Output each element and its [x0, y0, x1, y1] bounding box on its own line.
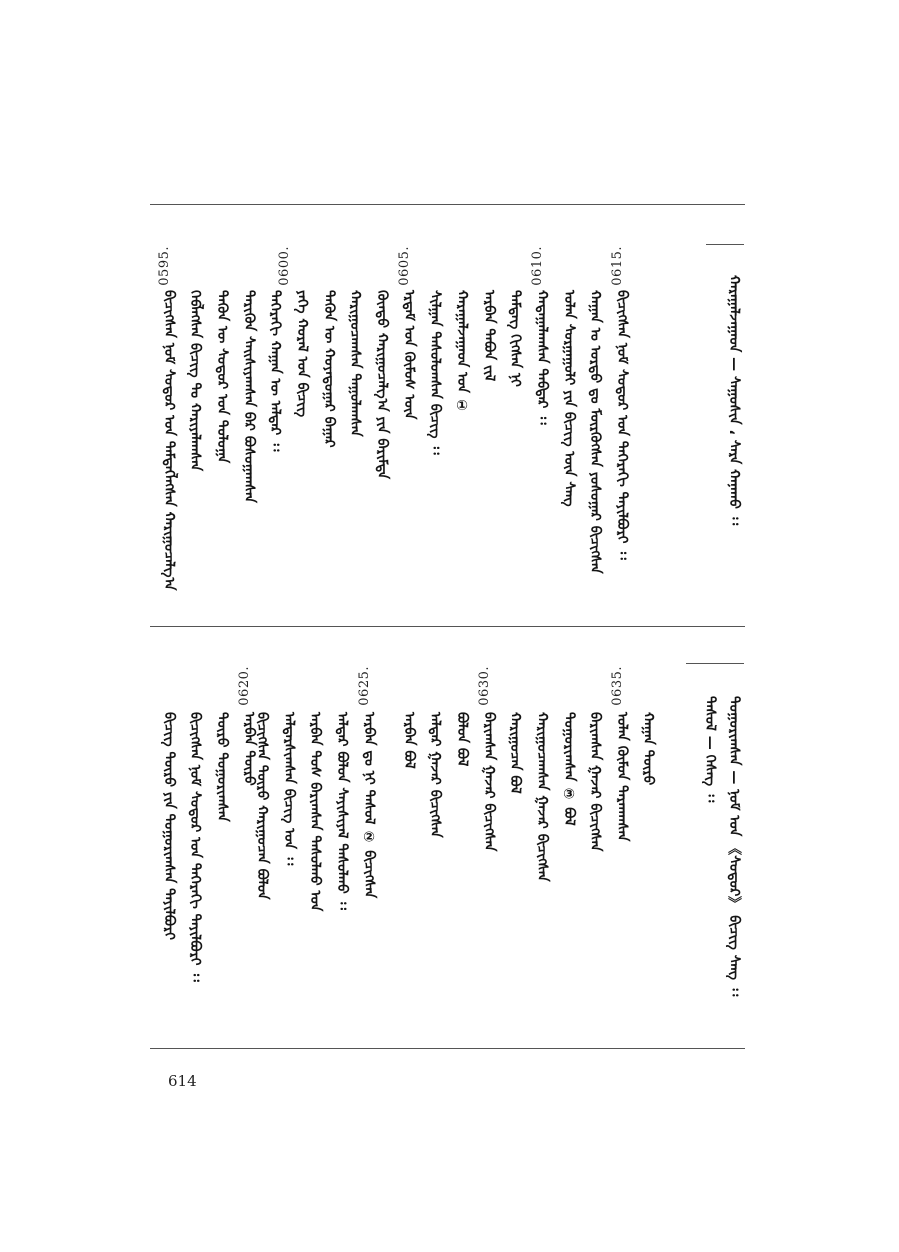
- entry-number: 0600.: [277, 246, 292, 286]
- entry-number: 0595.: [157, 246, 172, 286]
- entry-number: 0615.: [610, 246, 625, 286]
- bottom-section: ᠲᠣᠭᠤᠷᠢᠭᠰᠠᠨ — ᠨᠣᠮ ᠤᠨ 《ᠰᠤᠳᠤᠷ》 ᠪᠢᠴᠢᠭ ᠰᠠᠩ ᠄᠄ ᠲᠠᠰᠤᠯ — ᠬᠡᠰᠡᠭ ᠄᠄ 0635. ᠬᠠᠭᠠᠨ ᠲᠦᠷᠦ ᠣᠯᠠᠨ ᠬᠦᠮᠦᠨ ᠲᠠᠷᠬᠠᠭᠰᠠᠨ ᠪᠠᠷᠢᠭᠰᠠᠨ ᠭᠠᠵᠠᠷ ᠪᠢᠴᠢᠭᠰᠡᠨ ᠲᠣᠭᠤᠷᠢᠭᠰᠠᠨ ③ ᠪᠣᠯ ᠬᠠᠷᠢᠭᠤᠴᠠᠭᠰᠠᠨ ᠭᠠᠵᠠᠷ ᠪᠢᠴᠢᠭᠰᠡᠨ ᠬᠠᠷᠢᠭᠤᠴᠠᠨ ᠪᠣᠯ 0630. ᠪᠠᠷᠢᠭᠰᠠᠨ ᠭᠠᠵᠠᠷ ᠪᠢᠴᠢᠭᠰᠡᠨ ᠪᠣᠯᠤᠨ ᠪᠣᠯ ᠠᠯᠳᠠᠷ ᠭᠠᠵᠠᠷ ᠪᠢᠴᠢᠭᠰᠡᠨ ᠠᠷᠪᠠᠨ ᠪᠣᠯ 0625. ᠠᠷᠪᠠᠨ ᠳᠤ ᠨᠢ ᠲᠠᠰᠤᠯ ② ᠪᠢᠴᠢᠭᠰᠡᠨ ᠠᠯᠳᠠᠷ ᠪᠣᠯᠤᠨ ᠰᠠᠶᠢᠰᠢᠶᠠᠯ ᠲᠠᠰᠤᠯᠬᠤ ᠄᠄ ᠠᠷᠪᠠᠨ ᠲᠤᠰ ᠪᠠᠷᠢᠭᠰᠠᠨ ᠲᠠᠰᠤᠯᠬᠤ ᠤᠨ ᠠᠯᠳᠠᠷᠰᠢᠭᠰᠠᠨ ᠪᠢᠴᠢᠭ ᠤᠨ ᠄᠄ 0620. ᠪᠢᠴᠢᠭᠰᠡᠨ ᠲᠦᠷᠦ ᠬᠠᠷᠢᠭᠤᠴᠠᠨ ᠪᠣᠯᠤᠨ ᠠᠷᠪᠠᠨ ᠲᠦᠷᠦ ᠲᠦᠷᠦ ᠲᠣᠭᠤᠷᠢᠭᠰᠠᠨ ᠪᠢᠴᠢᠭᠰᠡᠨ ᠨᠣᠮ ᠰᠤᠳᠤᠷ ᠤᠨ ᠳᠡᠭᠡᠷᠡᠬᠢ ᠲᠠᠶᠢᠯᠪᠤᠷᠢ ᠄᠄ ᠪᠢᠴᠢᠭ ᠲᠦᠷᠦ ᠶᠢᠨ ᠲᠣᠭᠤᠷᠢᠭᠰᠠᠨ ᠲᠠᠶᠢᠯᠪᠤᠷᠢ: [0, 626, 899, 1048]
- page-number: 614: [168, 1072, 197, 1090]
- entry-number: 0625.: [357, 666, 372, 706]
- footnote-text-2: ᠲᠠᠰᠤᠯ — ᠬᠡᠰᠡᠭ ᠄᠄: [702, 696, 718, 803]
- entry-number: 0635.: [610, 666, 625, 706]
- entry-number: 0610.: [530, 246, 545, 286]
- entry-number: 0605.: [397, 246, 412, 286]
- entry-number: 0620.: [237, 666, 252, 706]
- footnote-text-1: ᠬᠠᠷᠠᠭᠠᠯᠵᠠᠭᠠᠳ — ᠰᠠᠭᠤᠰᠢᠨ ، ᠰᠠᠷᠠ ᠬᠠᠨᠠᠬᠤ ᠄᠄: [726, 275, 742, 526]
- top-section: ᠬᠠᠷᠠᠭᠠᠯᠵᠠᠭᠠᠳ — ᠰᠠᠭᠤᠰᠢᠨ ، ᠰᠠᠷᠠ ᠬᠠᠨᠠᠬᠤ ᠄᠄ 0615. ᠪᠢᠴᠢᠭᠰᠡᠨ ᠨᠣᠮ ᠰᠤᠳᠤᠷ ᠤᠨ ᠳᠡᠭᠡᠷᠡᠬᠢ ᠲᠠᠶᠢᠯᠪᠤᠷᠢ ᠄᠄ ᠬᠠᠭᠠᠨ ᠤ ᠣᠷᠳᠣ ᠳᠤ ᠮᠥᠷᠭᠦᠭᠰᠡᠨ ᠶᠣᠰᠤᠭᠠᠷ ᠪᠢᠴᠢᠭᠰᠡᠨ ᠣᠯᠠᠨ ᠰᠤᠷᠭᠠᠭᠤᠯᠢ ᠶᠢᠨ ᠪᠢᠴᠢᠭ ᠦᠨ ᠰᠠᠩ ᠬᠠᠳᠠᠭᠠᠯᠠᠭᠰᠠᠨ ᠳᠡᠪᠲᠡᠷ ᠄᠄ ᠲᠡᠮᠳᠡᠭ ᠬᠢᠭᠰᠡᠨ ᠨᠢ ᠠᠷᠪᠠᠨ ᠲᠠᠪᠤᠨ ᠵᠢᠯ 0610. ᠬᠠᠷᠠᠭᠠᠯᠵᠠᠭᠠᠳ ᠤᠨ ① ᠰᠢᠯᠭᠠᠨ ᠲᠠᠰᠤᠯᠤᠭᠰᠠᠨ ᠪᠢᠴᠢᠭ ᠄᠄ ᠡᠷᠳᠡᠮ ᠤᠨ ᠬᠦᠮᠦᠰ ᠦᠨ ᠬᠦᠨᠳᠦ ᠬᠠᠷᠢᠭᠤᠴᠠᠯᠭ᠎ᠠ ᠶᠢᠨ ᠪᠠᠷᠢᠮᠲᠠ 0605. ᠬᠠᠷᠢᠭᠤᠴᠠᠭᠰᠠᠨ ᠳᠠᠭᠤᠯᠠᠭᠰᠠᠨ ᠲᠡᠭᠦᠨ ᠦ ᠬᠣᠶᠠᠳᠤᠭᠠᠷ ᠪᠠᠭᠠᠷ ᠶᠡᠬᠡ ᠬᠤᠷᠠᠯ ᠤᠨ ᠪᠢᠴᠢᠭ ᠳᠡᠭᠡᠷᠡᠬᠢ ᠬᠠᠭᠠᠨ ᠦ ᠠᠯᠳᠠᠷ ᠄᠄ 0600. ᠲᠡᠷᠢᠭᠦᠨ ᠰᠠᠢᠰᠢᠶᠠᠭᠰᠠᠨ ᠪᠠᠷ ᠪᠤᠰᠤᠭᠠᠭᠰᠠᠨ ᠲᠡᠭᠦᠨ ᠦ ᠰᠤᠳᠤᠷ ᠤᠨ ᠳᠣᠯᠤᠭᠠ ᠬᠡᠪᠯᠡᠭᠰᠡᠨ ᠪᠢᠴᠢᠭ ᠲᠤ ᠬᠠᠷᠢᠶᠠᠯᠠᠭᠰᠠᠨ 0595. ᠪᠢᠴᠢᠭᠰᠡᠨ ᠨᠣᠮ ᠰᠤᠳᠤᠷ ᠤᠨ ᠲᠡᠮᠳᠡᠭᠯᠡᠭᠰᠡᠨ ᠬᠠᠷᠢᠭᠤᠴᠠᠯᠭ᠎ᠠ: [0, 0, 899, 626]
- bottom-rule: [150, 1048, 745, 1049]
- footnote-text-3: ᠲᠣᠭᠤᠷᠢᠭᠰᠠᠨ — ᠨᠣᠮ ᠤᠨ 《ᠰᠤᠳᠤᠷ》 ᠪᠢᠴᠢᠭ ᠰᠠᠩ ᠄᠄: [726, 696, 742, 997]
- entry-number: 0630.: [477, 666, 492, 706]
- top-footnote: [722, 275, 752, 605]
